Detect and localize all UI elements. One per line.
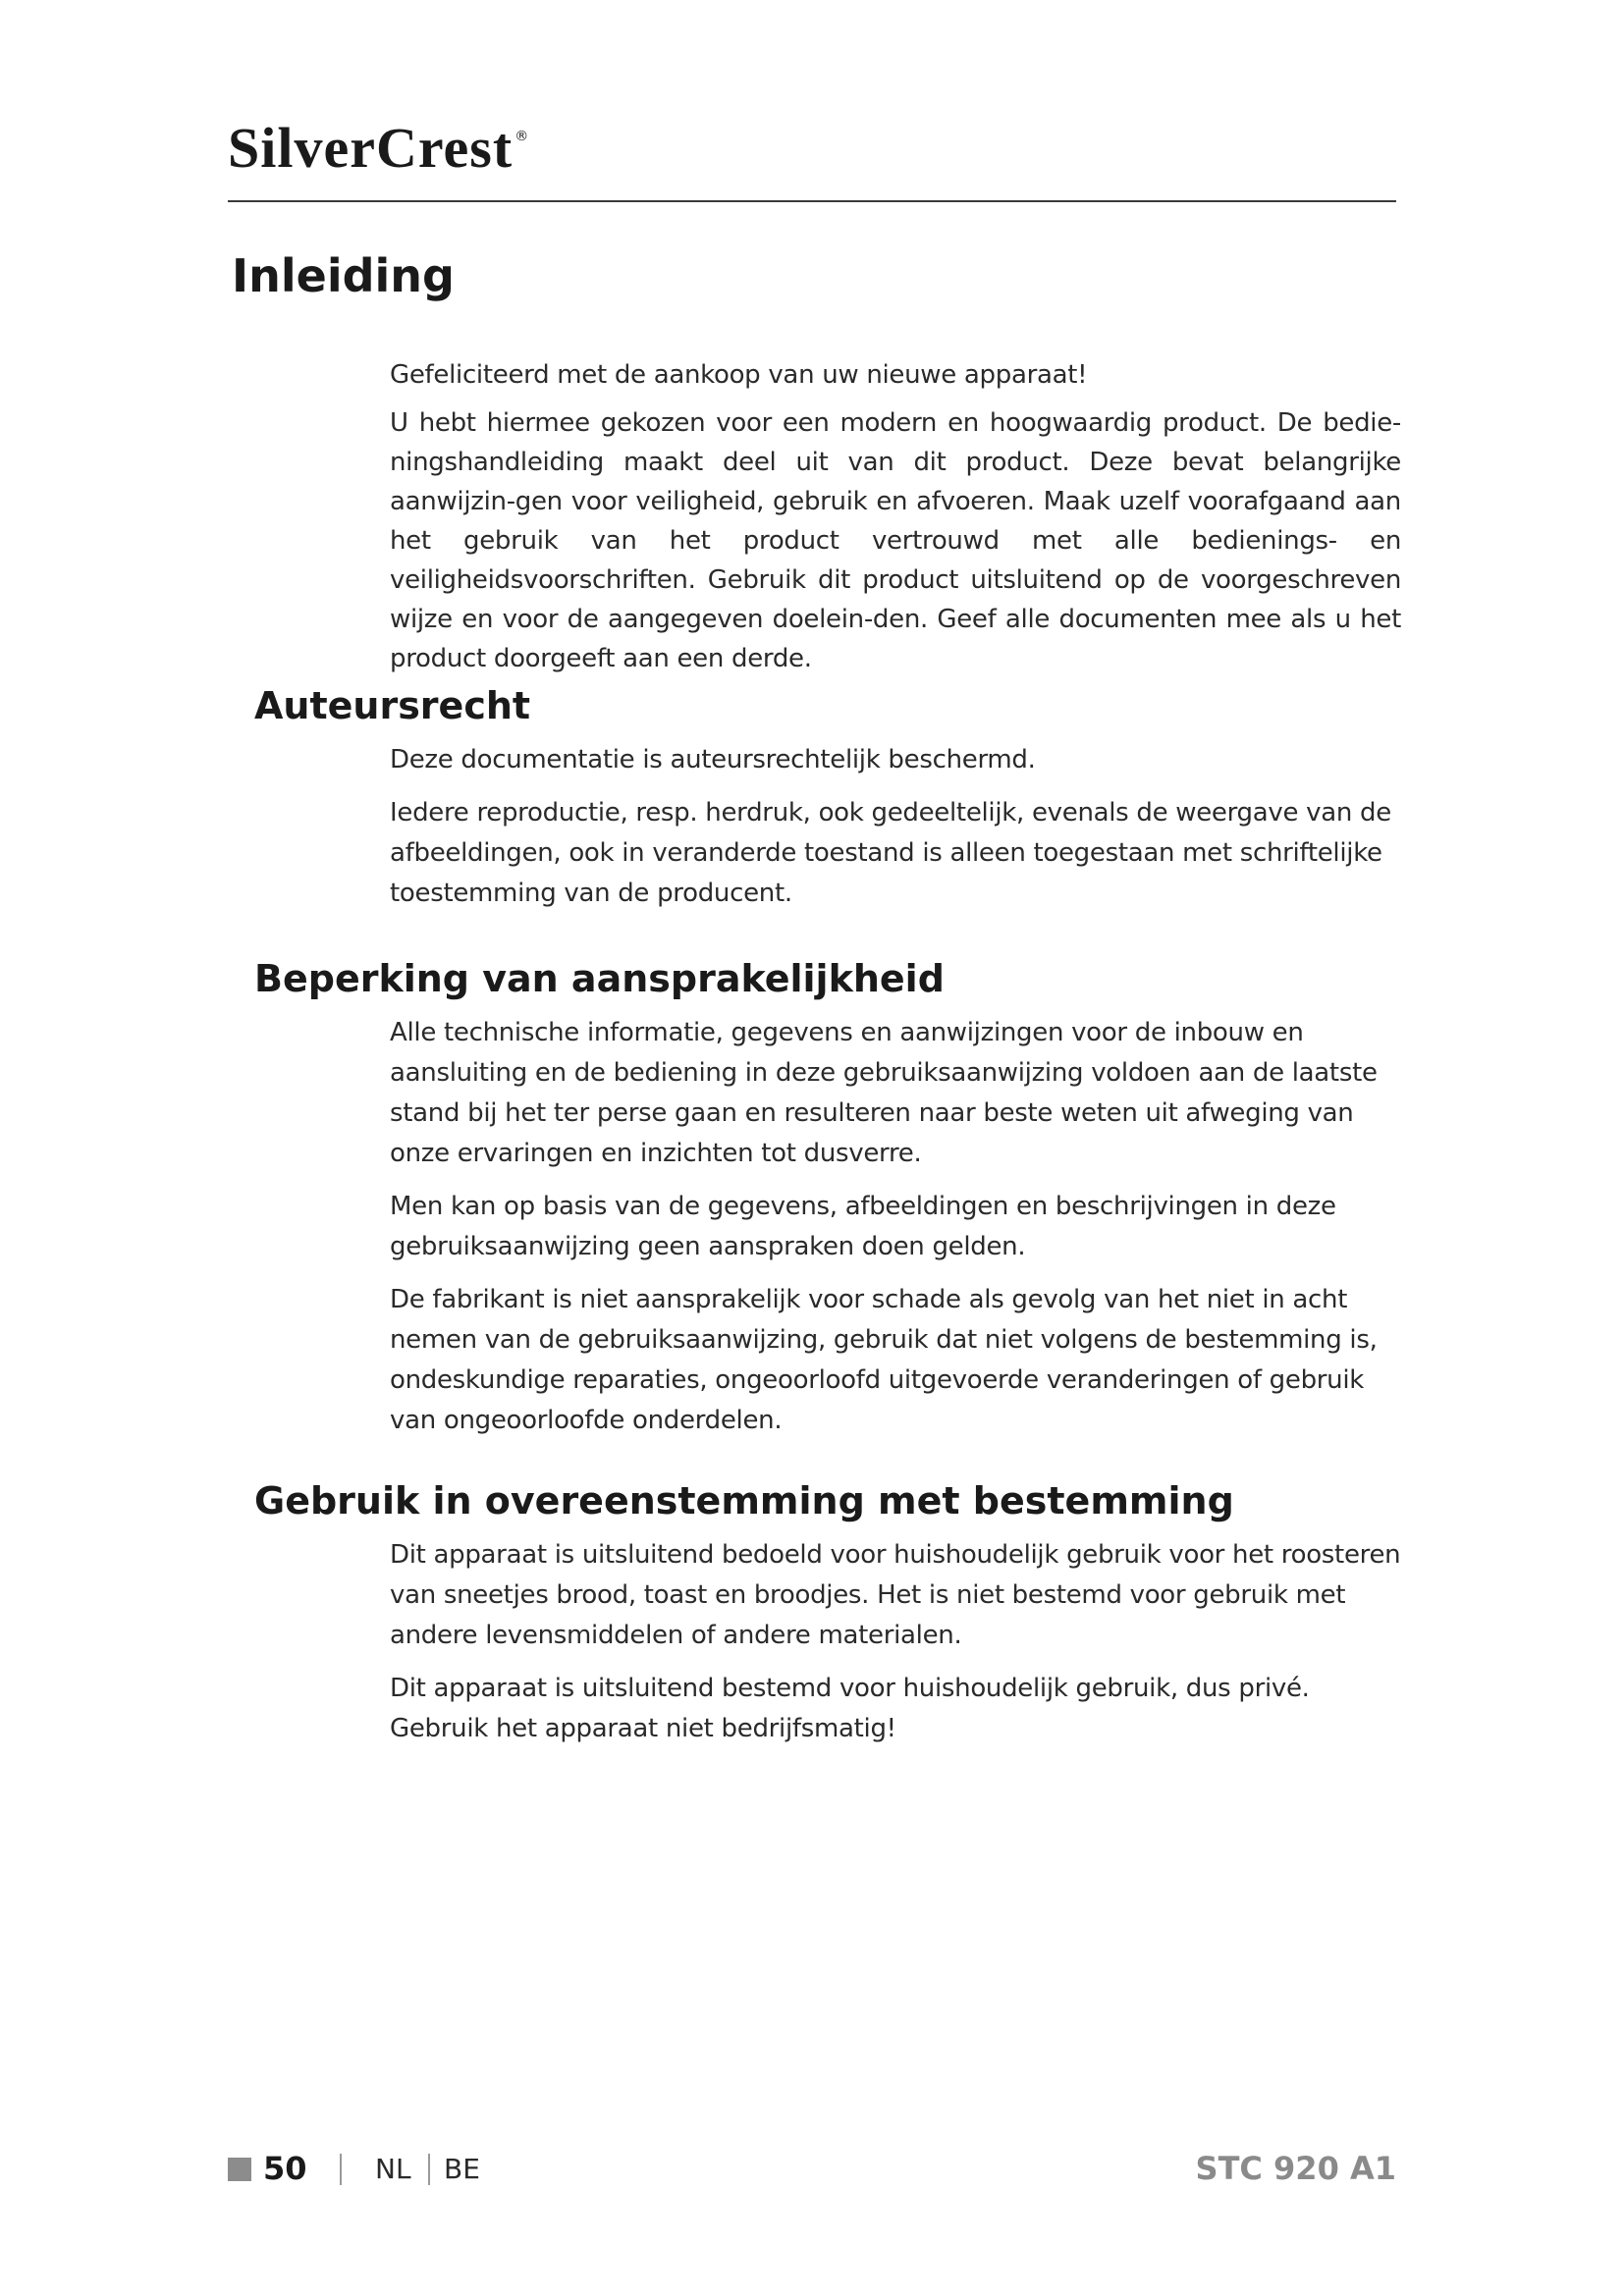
- page-title: Inleiding: [232, 249, 455, 302]
- logo-text: SilverCrest: [228, 116, 514, 180]
- section-paragraph: Dit apparaat is uitsluitend bestemd voor huishoudelijk gebruik, dus privé. Gebruik het apparaat niet bedrijfsmatig!: [390, 1673, 1310, 1743]
- section-gebruik: [254, 1480, 1403, 1762]
- language-code-nl: NL: [375, 2153, 411, 2185]
- intro-section: [390, 355, 1401, 691]
- footer-square-icon: [228, 2158, 251, 2181]
- language-code-be: BE: [444, 2153, 480, 2185]
- intro-paragraph: Gefeliciteerd met de aankoop van uw nieuwe apparaat!: [390, 360, 1088, 390]
- section-heading: Gebruik in overeenstemming met bestemming: [254, 1479, 1234, 1522]
- section-body: [390, 1013, 1401, 1441]
- section-paragraph: Dit apparaat is uitsluitend bedoeld voor huishoudelijk gebruik voor het roosteren van sneetjes brood, toast en broodjes. Het is niet bestemd voor gebruik met andere levensmiddelen of andere materialen.: [390, 1539, 1401, 1650]
- footer-divider: [340, 2154, 342, 2185]
- section-auteursrecht: [254, 685, 1403, 927]
- footer-divider: [428, 2154, 430, 2185]
- section-paragraph: Iedere reproductie, resp. herdruk, ook gedeeltelijk, evenals de weergave van de afbeeldingen, ook in veranderde toestand is alleen toegestaan met schriftelijke toestemming van de producent.: [390, 797, 1391, 908]
- section-body: [390, 740, 1401, 914]
- section-paragraph: Men kan op basis van de gegevens, afbeeldingen en beschrijvingen in deze gebruiksaanwijzing geen aanspraken doen gelden.: [390, 1191, 1336, 1261]
- section-paragraph: De fabrikant is niet aansprakelijk voor schade als gevolg van het niet in acht nemen van de gebruiksaanwijzing, gebruik dat niet volgens de bestemming is, ondeskundige reparaties, ongeoorloofd uitgevoerde veranderingen of gebruik van ongeoorloofde onderdelen.: [390, 1284, 1378, 1435]
- model-number: STC 920 A1: [1195, 2150, 1396, 2187]
- page-number: 50: [263, 2150, 307, 2187]
- section-body: [390, 1535, 1401, 1749]
- section-paragraph: Deze documentatie is auteursrechtelijk beschermd.: [390, 744, 1036, 774]
- brand-logo: [228, 116, 530, 180]
- page-footer: [228, 2148, 1396, 2191]
- section-heading: Auteursrecht: [254, 684, 531, 727]
- section-heading: Beperking van aansprakelijkheid: [254, 957, 945, 1000]
- section-paragraph: Alle technische informatie, gegevens en aanwijzingen voor de inbouw en aansluiting en de bediening in deze gebruiksaanwijzing voldoen aan de laatste stand bij het ter perse gaan en resulteren naar beste weten uit afweging van onze ervaringen en inzichten tot dusverre.: [390, 1017, 1378, 1168]
- intro-paragraph: U hebt hiermee gekozen voor een modern en hoogwaardig product. De bediе-ningshandleiding maakt deel uit van dit product. Deze bevat belangrijke aanwijzin-gen voor veiligheid, gebruik en afvoeren. Maak uzelf voorafgaand aan het gebruik van het product vertrouwd met alle bedienings- en veiligheidsvoorschriften. Gebruik dit product uitsluitend op de voorgeschreven wijze en voor de aangegeven doelein-den. Geef alle documenten mee als u het product doorgeeft aan een derde.: [390, 408, 1401, 673]
- header-divider: [228, 200, 1396, 202]
- registered-mark: ®: [514, 129, 530, 144]
- section-beperking: [254, 958, 1403, 1454]
